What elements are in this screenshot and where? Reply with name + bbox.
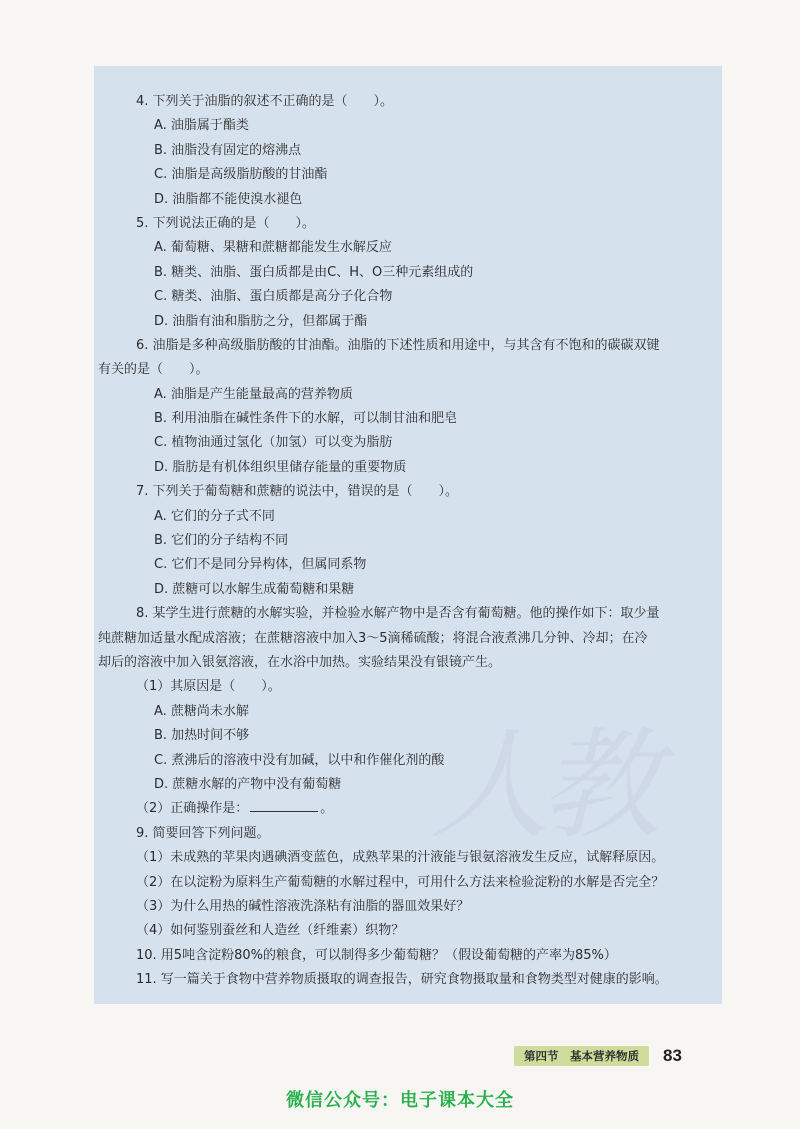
question-5-stem: 5. 下列说法正确的是（ ）。 [136, 215, 316, 231]
question-8-stem-line-2: 纯蔗糖加适量水配成溶液；在蔗糖溶液中加入3～5滴稀硫酸；将混合液煮沸几分钟、冷却；在冷 [98, 630, 648, 646]
question-6-option-a: A. 油脂是产生能量最高的营养物质 [154, 386, 353, 402]
question-5-option-d: D. 油脂有油和脂肪之分，但都属于酯 [154, 313, 368, 329]
question-9-item-2: （2）在以淀粉为原料生产葡萄糖的水解过程中，可用什么方法来检验淀粉的水解是否完全？ [136, 874, 665, 890]
question-5-option-c: C. 糖类、油脂、蛋白质都是高分子化合物 [154, 289, 393, 305]
question-6-stem-line-2: 有关的是（ ）。 [98, 362, 209, 378]
question-8-sub-2 [136, 797, 722, 821]
question-11-stem: 11. 写一篇关于食物中营养物质摄取的调查报告，研究食物摄取量和食物类型对健康的影响。 [136, 972, 668, 988]
question-6-stem-line-1: 6. 油脂是多种高级脂肪酸的甘油酯。油脂的下述性质和用途中，与其含有不饱和的碳碳双键 [136, 337, 660, 353]
question-8-option-c: C. 煮沸后的溶液中没有加碱，以中和作催化剂的酸 [154, 752, 445, 768]
question-6-option-b: B. 利用油脂在碱性条件下的水解，可以制甘油和肥皂 [154, 411, 458, 427]
question-8-sub-2-suffix: 。 [320, 801, 334, 817]
question-8-option-a: A. 蔗糖尚未水解 [154, 703, 249, 719]
question-8-sub-2-prefix: （2）正确操作是： [136, 801, 249, 817]
question-8-sub-1: （1）其原因是（ ）。 [136, 679, 281, 695]
question-4-stem: 4. 下列关于油脂的叙述不正确的是（ ）。 [136, 94, 394, 109]
question-4-option-a: A. 油脂属于酯类 [154, 118, 249, 134]
question-9-item-3: （3）为什么用热的碱性溶液洗涤粘有油脂的器皿效果好？ [136, 898, 470, 914]
question-5-option-b: B. 糖类、油脂、蛋白质都是由C、H、O三种元素组成的 [154, 264, 474, 280]
question-8-stem-line-1: 8. 某学生进行蔗糖的水解实验，并检验水解产物中是否含有葡萄糖。他的操作如下：取少量 [136, 606, 660, 622]
question-4-option-b: B. 油脂没有固定的熔沸点 [154, 142, 302, 158]
question-10-stem: 10. 用5吨含淀粉80%的粮食，可以制得多少葡萄糖？（假设葡萄糖的产率为85%） [136, 947, 617, 963]
question-6-option-d: D. 脂肪是有机体组织里储存能量的重要物质 [154, 459, 407, 475]
question-8-stem-line-3: 却后的溶液中加入银氨溶液，在水浴中加热。实验结果没有银镜产生。 [98, 654, 502, 670]
question-4-option-d: D. 油脂都不能使溴水褪色 [154, 191, 303, 207]
page-footer [514, 1046, 682, 1066]
page-number: 83 [663, 1046, 682, 1065]
wechat-watermark: 微信公众号：电子课本大全 [286, 1090, 514, 1111]
question-7-stem: 7. 下列关于葡萄糖和蔗糖的说法中，错误的是（ ）。 [136, 484, 459, 500]
question-7-option-b: B. 它们的分子结构不同 [154, 533, 289, 549]
exercise-box [94, 66, 722, 1004]
question-7-option-a: A. 它们的分子式不同 [154, 508, 275, 524]
question-7-option-c: C. 它们不是同分异构体，但属同系物 [154, 557, 367, 573]
question-7-option-d: D. 蔗糖可以水解生成葡萄糖和果糖 [154, 581, 355, 597]
question-8-option-b: B. 加热时间不够 [154, 728, 250, 744]
question-9-stem: 9. 简要回答下列问题。 [136, 825, 270, 841]
question-4-option-c: C. 油脂是高级脂肪酸的甘油酯 [154, 167, 328, 183]
question-8-option-d: D. 蔗糖水解的产物中没有葡萄糖 [154, 776, 342, 792]
question-6-option-c: C. 植物油通过氢化（加氢）可以变为脂肪 [154, 435, 393, 451]
answer-blank [250, 799, 318, 812]
question-9-item-4: （4）如何鉴别蚕丝和人造丝（纤维素）织物？ [136, 923, 405, 939]
section-tag: 第四节 基本营养物质 [514, 1046, 649, 1066]
question-9-item-1: （1）未成熟的苹果肉遇碘酒变蓝色，成熟苹果的汁液能与银氨溶液发生反应，试解释原因。 [136, 850, 665, 866]
question-5-option-a: A. 葡萄糖、果糖和蔗糖都能发生水解反应 [154, 240, 392, 256]
